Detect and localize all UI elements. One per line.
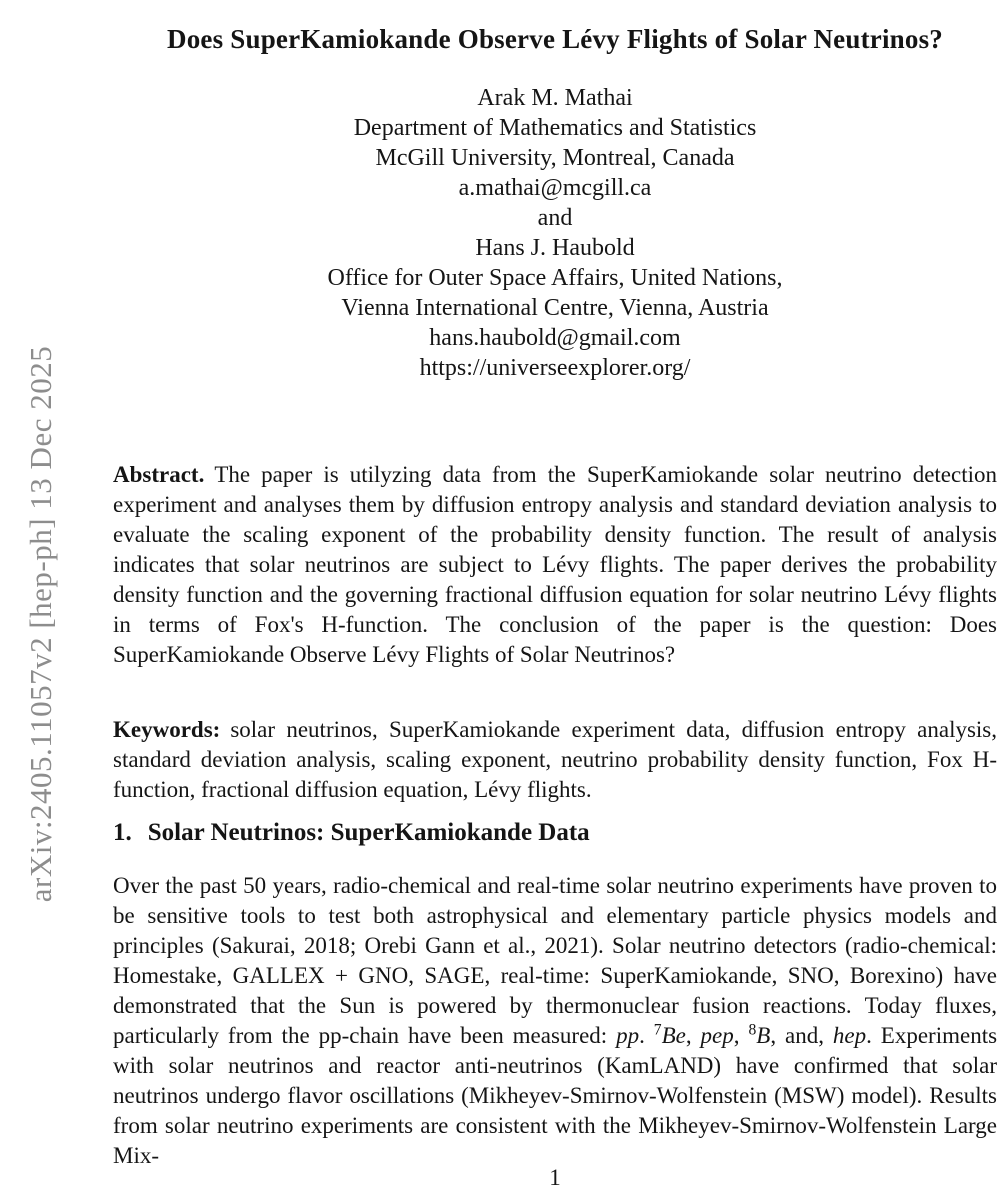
keywords-label: Keywords: bbox=[113, 717, 221, 742]
author-separator-and: and bbox=[537, 205, 573, 231]
abstract-text: The paper is utilyzing data from the SuperKamiokande solar neutrino detection experiment and analyses them by diffusion entropy analysis and standard deviation analysis to evaluate the scaling exponent of the probability density function. The result of analysis indicates that solar neutrinos are subject to Lévy flights. The paper derives the probability density function and the governing fractional diffusion equation for solar neutrino Lévy flights in terms of Fox's H-function. The conclusion of the paper is the question: Does SuperKamiokande Observe Lévy Flights of Solar Neutrinos? bbox=[113, 462, 997, 667]
author-website-url: https://universeexplorer.org/ bbox=[419, 355, 691, 381]
keywords-text: solar neutrinos, SuperKamiokande experiment data, diffusion entropy analysis, standard deviation analysis, scaling exponent, neutrino probability density function, Fox H-function, fractional diffusion equation, Lévy flights. bbox=[113, 717, 997, 802]
author-name-2: Hans J. Haubold bbox=[475, 235, 635, 261]
author-email: a.mathai@mcgill.ca bbox=[458, 175, 652, 201]
author-affiliation-2-location: Vienna International Centre, Vienna, Austria bbox=[341, 295, 769, 321]
abstract-label: Abstract. bbox=[113, 462, 205, 487]
author-name: Arak M. Mathai bbox=[477, 85, 633, 111]
arxiv-identifier-watermark: arXiv:2405.11057v2 [hep-ph] 13 Dec 2025 bbox=[23, 345, 58, 903]
author-university: McGill University, Montreal, Canada bbox=[375, 145, 735, 171]
section-1-paragraph: Over the past 50 years, radio-chemical and real-time solar neutrino experiments have proven to be sensitive tools to test both astrophysical and elementary particle physics models and principles (Sakurai, 2018; Orebi Gann et al., 2021). Solar neutrino detectors (radio-chemical: Homestake, GALLEX + GNO, SAGE, real-time: SuperKamiokande, SNO, Borexino) have demonstrated that the Sun is powered by thermonuclear fusion reactions. Today fluxes, particularly from the pp-chain have been measured: pp. $^7$Be, pep, $^8$B, and, hep. Experiments with solar neutrinos and reactor anti-neutrinos (KamLAND) have confirmed that solar neutrinos undergo flavor oscillations (Mikheyev-Smirnov-Wolfenstein (MSW) model). Results from solar neutrino experiments are consistent with the Mikheyev-Smirnov-Wolfenstein Large Mix- bbox=[113, 873, 998, 1168]
author-affiliation-2: Office for Outer Space Affairs, United Nations, bbox=[327, 265, 783, 291]
keywords-paragraph bbox=[113, 715, 997, 805]
author-block bbox=[113, 83, 997, 383]
author-email-2: hans.haubold@gmail.com bbox=[429, 325, 681, 351]
paper-title: Does SuperKamiokande Observe Lévy Flights of Solar Neutrinos? bbox=[167, 24, 943, 55]
author-department: Department of Mathematics and Statistics bbox=[353, 115, 757, 141]
abstract-paragraph bbox=[113, 460, 997, 670]
section-1-heading bbox=[113, 819, 997, 847]
section-1-title: Solar Neutrinos: SuperKamiokande Data bbox=[147, 818, 590, 846]
section-1-number: 1. bbox=[113, 818, 132, 846]
page-number: 1 bbox=[549, 1165, 561, 1190]
